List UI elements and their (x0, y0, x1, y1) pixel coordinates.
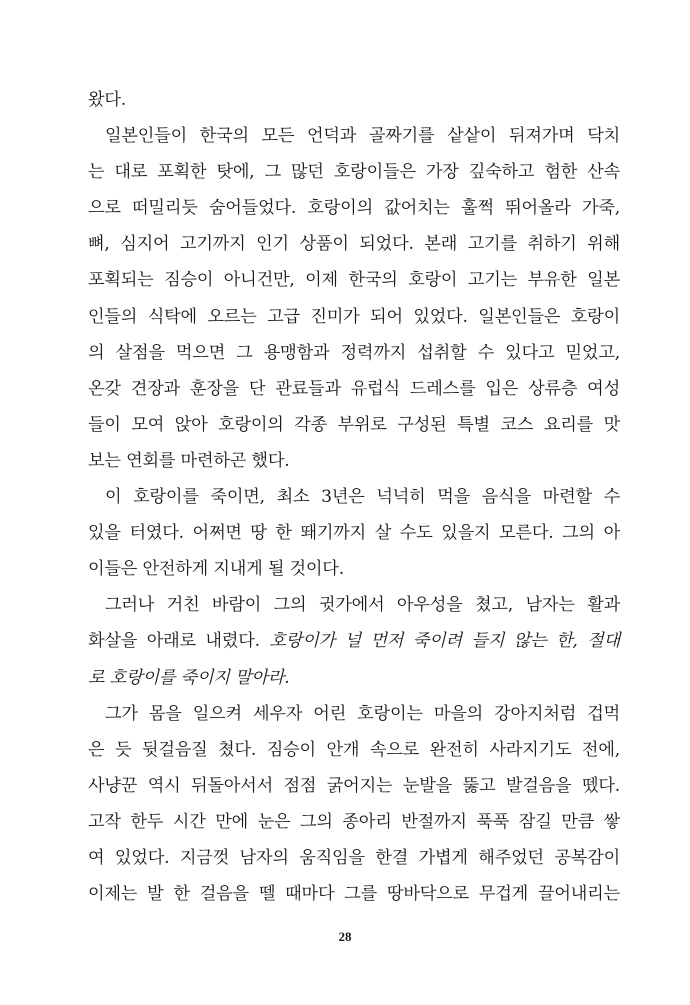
line-text: 뼈, 심지어 고기까지 인기 상품이 되었다. 본래 고기를 취하기 위해 (88, 234, 620, 255)
paragraph-start-line (88, 479, 620, 515)
paragraph-end-line (88, 660, 620, 696)
text-line (88, 262, 620, 298)
text-line (88, 371, 620, 407)
line-text: 은 듯 뒷걸음질 쳤다. 짐승이 안개 속으로 완전히 사라지기도 전에, (88, 739, 620, 760)
line-text: 사냥꾼 역시 뒤돌아서서 점점 굵어지는 눈발을 뚫고 발걸음을 뗐다. (88, 775, 620, 796)
text-line (88, 154, 620, 190)
line-text: 이 호랑이를 죽이면, 최소 3년은 넉넉히 먹을 음식을 마련할 수 (105, 487, 620, 508)
paragraph-start-line (88, 118, 620, 154)
line-text: 왔다. (88, 90, 127, 110)
paragraph-start-line (88, 587, 620, 623)
line-text: 여 있었다. 지금껏 남자의 움직임을 한결 가볍게 해주었던 공복감이 (88, 847, 620, 868)
line-text: 있을 터였다. 어쩌면 땅 한 뙈기까지 살 수도 있을지 모른다. 그의 아 (88, 523, 620, 544)
line-text: 그가 몸을 일으켜 세우자 어린 호랑이는 마을의 강아지처럼 겁먹 (105, 703, 620, 724)
text-line (88, 407, 620, 443)
text-line (88, 876, 620, 912)
text-line (88, 768, 620, 804)
text-line (88, 226, 620, 262)
italic-thought-text: 로 호랑이를 죽이지 말아라. (88, 667, 290, 688)
text-line-mixed (88, 623, 620, 659)
text-line (88, 515, 620, 551)
paragraph-end-line (88, 443, 620, 479)
line-text: 그러나 거친 바람이 그의 귓가에서 아우성을 쳤고, 남자는 활과 (105, 595, 620, 616)
book-page-body (88, 82, 620, 912)
page-number: 28 (338, 929, 352, 944)
text-line (88, 335, 620, 371)
text-line (88, 840, 620, 876)
text-line (88, 299, 620, 335)
line-text: 화살을 아래로 내렸다. (88, 631, 270, 652)
line-text: 의 살점을 먹으면 그 용맹함과 정력까지 섭취할 수 있다고 믿었고, (88, 342, 620, 363)
line-text: 고작 한두 시간 만에 눈은 그의 종아리 반절까지 푹푹 잠길 만큼 쌓 (88, 811, 620, 832)
line-text: 보는 연회를 마련하곤 했다. (88, 450, 290, 471)
line-text: 는 대로 포획한 탓에, 그 많던 호랑이들은 가장 깊숙하고 험한 산속 (88, 162, 620, 183)
line-text: 들이 모여 앉아 호랑이의 각종 부위로 구성된 특별 코스 요리를 맛 (88, 414, 620, 435)
italic-thought-text: 호랑이가 널 먼저 죽이려 들지 않는 한, 절대 (269, 631, 620, 652)
paragraph-end-line (88, 551, 620, 587)
text-line (88, 82, 620, 118)
line-text: 인들의 식탁에 오르는 고급 진미가 되어 있었다. 일본인들은 호랑이 (88, 306, 620, 327)
text-line (88, 732, 620, 768)
line-text: 포획되는 짐승이 아니건만, 이제 한국의 호랑이 고기는 부유한 일본 (88, 270, 620, 291)
text-line (88, 804, 620, 840)
paragraph-start-line (88, 696, 620, 732)
line-text: 일본인들이 한국의 모든 언덕과 골짜기를 샅샅이 뒤져가며 닥치 (105, 126, 620, 147)
line-text: 온갖 견장과 훈장을 단 관료들과 유럽식 드레스를 입은 상류층 여성 (88, 378, 620, 399)
line-text: 으로 떠밀리듯 숨어들었다. 호랑이의 값어치는 훌쩍 뛰어올라 가죽, (88, 198, 620, 219)
text-line (88, 190, 620, 226)
line-text: 이들은 안전하게 지내게 될 것이다. (88, 559, 344, 580)
line-text: 이제는 발 한 걸음을 뗄 때마다 그를 땅바닥으로 무겁게 끌어내리는 (88, 884, 620, 905)
